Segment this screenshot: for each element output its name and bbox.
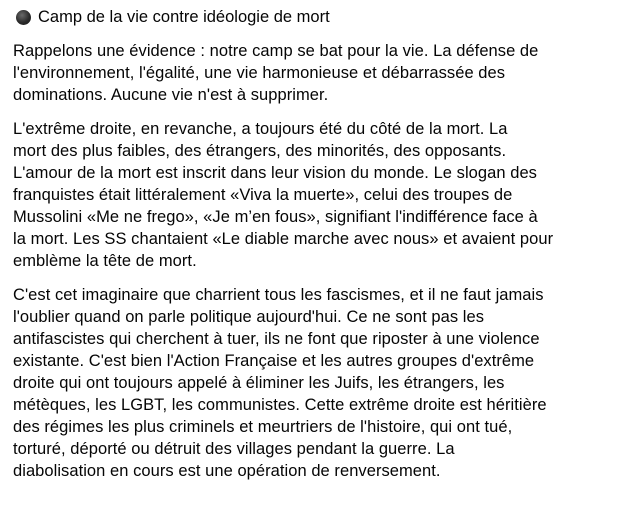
text-line: emblème la tête de mort.: [13, 252, 197, 270]
text-line: Rappelons une évidence : notre camp se bat pour la vie. La défense de: [13, 42, 539, 60]
text-line: l'environnement, l'égalité, une vie harmonieuse et débarrassée des: [13, 64, 506, 82]
text-line: la mort. Les SS chantaient «Le diable marche avec nous» et avaient pour: [13, 230, 554, 248]
paragraph-1: [13, 40, 614, 106]
text-line: C'est cet imaginaire que charrient tous les fascismes, et il ne faut jamais: [13, 286, 544, 304]
text-line: torturé, déporté ou détruit des villages pendant la guerre. La: [13, 440, 455, 458]
text-line: droite qui ont toujours appelé à éliminer les Juifs, les étrangers, les: [13, 374, 505, 392]
text-line: dominations. Aucune vie n'est à supprimer.: [13, 86, 329, 104]
text-line: métèques, les LGBT, les communistes. Cette extrême droite est héritière: [13, 396, 547, 414]
text-line: L'amour de la mort est inscrit dans leur vision du monde. Le slogan des: [13, 164, 537, 182]
text-line: franquistes était littéralement «Viva la muerte», celui des troupes de: [13, 186, 513, 204]
text-line: L'extrême droite, en revanche, a toujours été du côté de la mort. La: [13, 120, 508, 138]
post-title-row: [13, 6, 614, 28]
text-line: antifascistes qui cherchent à tuer, ils ne font que riposter à une violence: [13, 330, 540, 348]
paragraph-2: [13, 118, 614, 272]
black-circle-icon: [16, 10, 31, 25]
text-line: diabolisation en cours est une opération de renversement.: [13, 462, 441, 480]
text-line: l'oublier quand on parle politique aujourd'hui. Ce ne sont pas les: [13, 308, 485, 326]
text-line: mort des plus faibles, des étrangers, des minorités, des opposants.: [13, 142, 507, 160]
paragraph-3: [13, 284, 614, 482]
text-line: Mussolini «Me ne frego», «Je m’en fous», signifiant l'indifférence face à: [13, 208, 538, 226]
post-title: Camp de la vie contre idéologie de mort: [38, 8, 330, 26]
text-line: existante. C'est bien l'Action Française et les autres groupes d'extrême: [13, 352, 535, 370]
text-line: des régimes les plus criminels et meurtriers de l'histoire, qui ont tué,: [13, 418, 513, 436]
